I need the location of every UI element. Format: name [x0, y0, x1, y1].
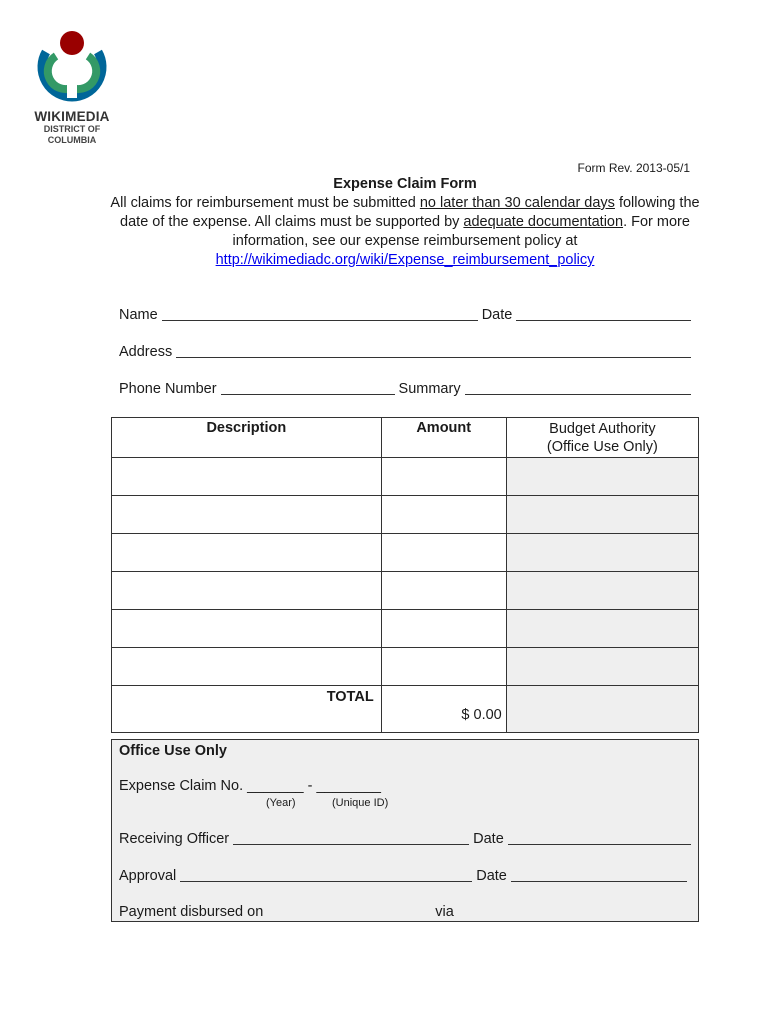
description-cell[interactable] [112, 572, 382, 610]
wikimedia-dc-logo [22, 30, 122, 146]
table-row [112, 458, 699, 496]
phone-summary-row [119, 380, 691, 397]
intro-text-2: following the date of the expense. All claims must be supported by [120, 195, 700, 230]
budget-cell [506, 648, 698, 686]
table-header-row [112, 418, 699, 458]
approval-label: Approval [119, 868, 177, 884]
claim-number-label: Expense Claim No. _______ - ________ [119, 778, 381, 794]
description-cell[interactable] [112, 458, 382, 496]
deadline-emphasis: no later than 30 calendar days [419, 195, 615, 211]
via-label: via [435, 904, 454, 920]
description-cell[interactable] [112, 496, 382, 534]
logo-subtitle-line2: COLUMBIA [47, 135, 97, 145]
form-title: Expense Claim Form [333, 176, 477, 192]
name-field[interactable] [162, 306, 478, 321]
claim-number-row [119, 778, 691, 794]
table-row [112, 610, 699, 648]
wikimedia-logo-icon [34, 30, 110, 106]
address-row [119, 343, 691, 360]
budget-header-line2: (Office Use Only) [546, 439, 658, 455]
summary-label: Summary [398, 381, 461, 397]
table-row [112, 648, 699, 686]
year-caption: (Year) [266, 797, 296, 809]
unique-id-caption: (Unique ID) [332, 797, 389, 809]
total-budget-cell [506, 686, 698, 733]
expense-table [111, 417, 699, 733]
approval-field[interactable] [180, 867, 472, 882]
approval-date-field[interactable] [511, 867, 687, 882]
phone-label: Phone Number [119, 381, 217, 397]
amount-cell[interactable] [381, 648, 506, 686]
logo-subtitle-line1: DISTRICT OF [43, 124, 101, 134]
name-date-row [119, 306, 691, 323]
receiving-officer-label: Receiving Officer [119, 831, 230, 847]
total-row [112, 686, 699, 733]
receiving-officer-field[interactable] [233, 830, 469, 845]
total-amount: $ 0.00 [381, 686, 506, 733]
office-use-section [111, 739, 699, 922]
intro-text-3: . For more information, see our expense reimbursement policy at [232, 214, 690, 249]
policy-link[interactable]: http://wikimediadc.org/wiki/Expense_reimbursement_policy [215, 252, 595, 268]
amount-cell[interactable] [381, 534, 506, 572]
intro-text-1: All claims for reimbursement must be submitted [110, 195, 420, 211]
total-label: TOTAL [112, 686, 382, 733]
budget-cell [506, 610, 698, 648]
table-row [112, 572, 699, 610]
approval-row [119, 867, 691, 884]
receiving-date-field[interactable] [508, 830, 691, 845]
budget-cell [506, 458, 698, 496]
amount-cell[interactable] [381, 458, 506, 496]
name-label: Name [119, 307, 158, 323]
receiving-officer-row [119, 830, 691, 847]
amount-header: Amount [381, 418, 506, 458]
date-label: Date [481, 307, 513, 323]
table-row [112, 496, 699, 534]
office-use-title: Office Use Only [119, 743, 227, 759]
logo-wordmark: WIKIMEDIA [34, 109, 110, 124]
description-cell[interactable] [112, 534, 382, 572]
table-row [112, 534, 699, 572]
date-field[interactable] [516, 306, 691, 321]
budget-cell [506, 572, 698, 610]
documentation-emphasis: adequate documentation [463, 214, 624, 230]
address-field[interactable] [176, 343, 691, 358]
form-revision: Form Rev. 2013-05/1 [577, 161, 690, 175]
amount-cell[interactable] [381, 610, 506, 648]
amount-cell[interactable] [381, 496, 506, 534]
receiving-date-label: Date [473, 831, 504, 847]
payment-row [119, 904, 691, 920]
intro-paragraph [110, 194, 700, 270]
amount-cell[interactable] [381, 572, 506, 610]
description-cell[interactable] [112, 610, 382, 648]
budget-authority-header [506, 418, 698, 458]
budget-cell [506, 534, 698, 572]
description-header: Description [112, 418, 382, 458]
summary-field[interactable] [465, 380, 691, 395]
address-label: Address [119, 344, 173, 360]
description-cell[interactable] [112, 648, 382, 686]
approval-date-label: Date [476, 868, 507, 884]
phone-field[interactable] [221, 380, 395, 395]
budget-cell [506, 496, 698, 534]
budget-header-line1: Budget Authority [549, 421, 656, 437]
payment-label: Payment disbursed on [119, 904, 264, 920]
